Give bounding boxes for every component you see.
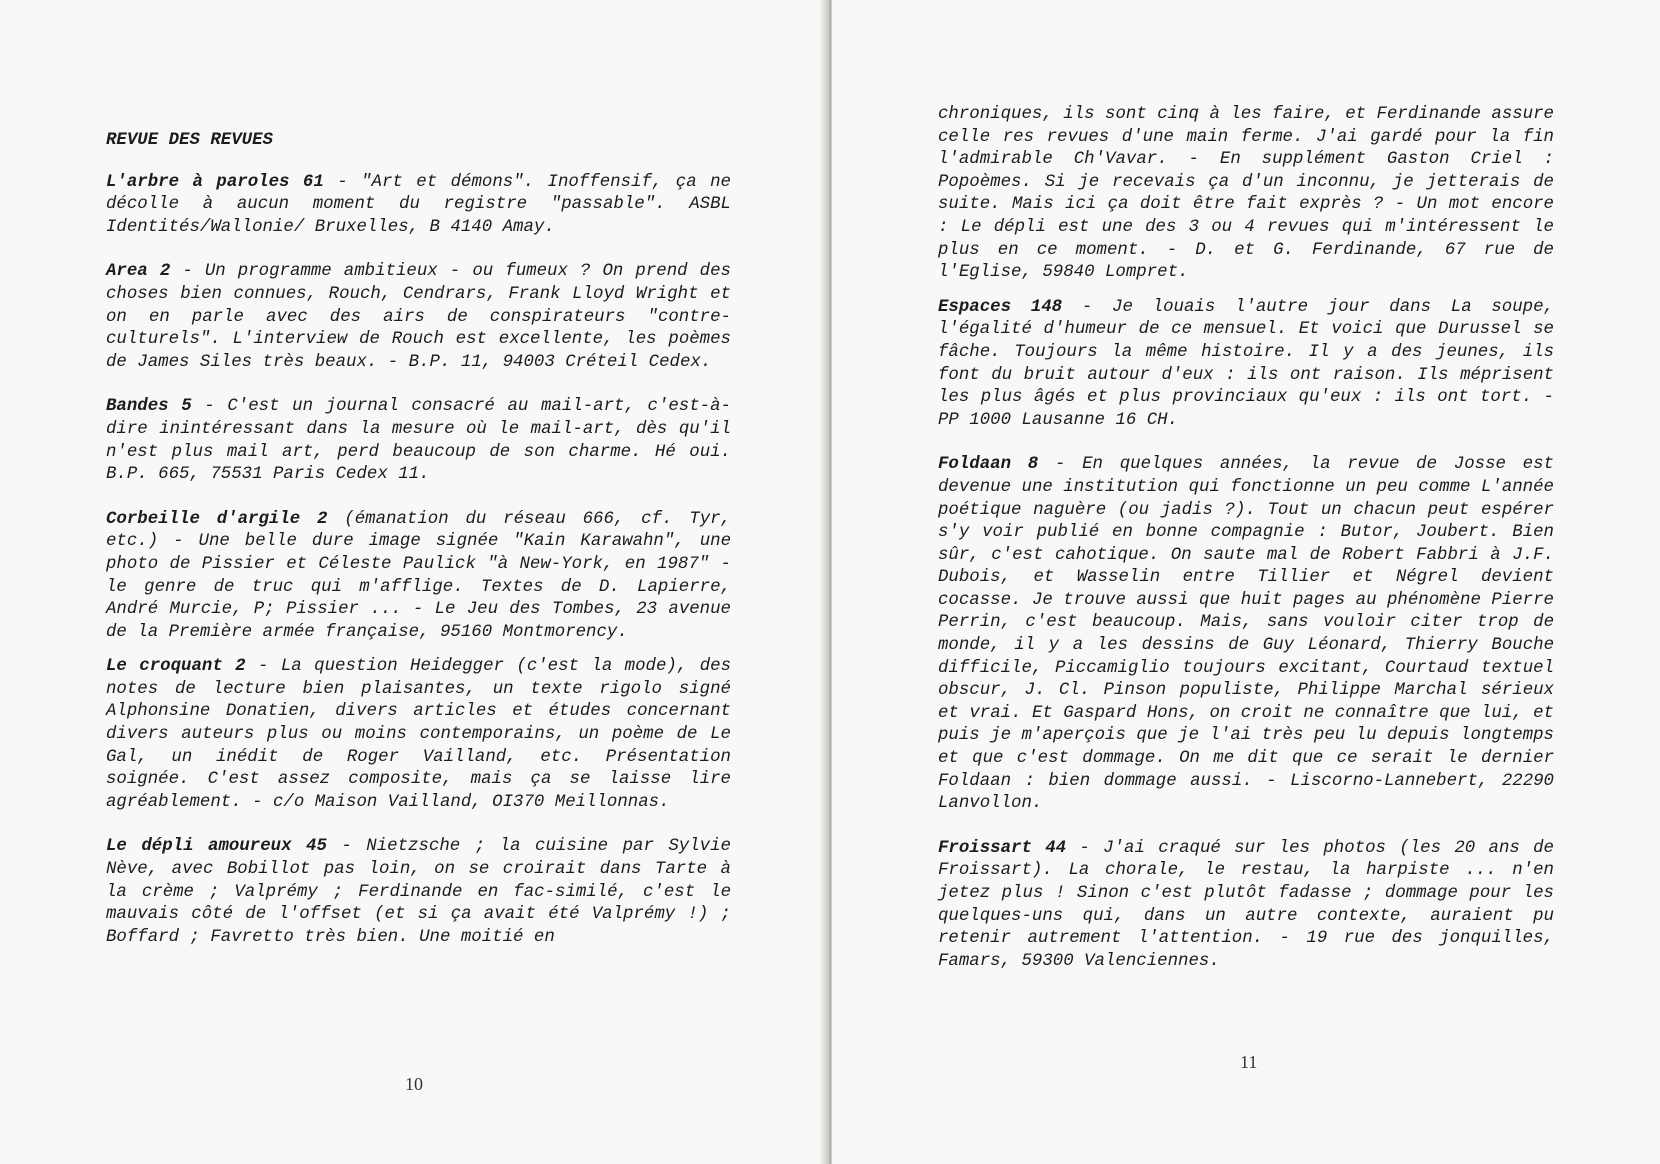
review-title: Froissart 44: [938, 838, 1067, 858]
review-entry: [106, 509, 731, 645]
review-text: chroniques, ils sont cinq à les faire, et Ferdinande assure celle res revues d'une main ferme. J'ai gardé pour la fin l'admirable Ch'Vavar. - En supplément Gaston Criel : Popoèmes. Si je recevais ça d'un inconnu, je jetterais de suite. Mais ici ça doit être fait exprès ? - Un mot encore : Le dépli est une des 3 ou 4 revues qui m'intéressent le plus en ce moment. - D. et G. Ferdinande, 67 rue de l'Eglise, 59840 Lompret.: [938, 105, 1554, 283]
review-title: Area 2: [106, 262, 171, 282]
left-page-column: [106, 130, 731, 971]
review-entry: [106, 836, 731, 949]
review-text: - C'est un journal consacré au mail-art, c'est-à-dire inintéressant dans la mesure où le mail-art, dès qu'il n'est plus mail art, perd beaucoup de son charme. Hé oui. B.P. 665, 75531 Paris Cedex 11.: [106, 397, 731, 485]
review-text: - La question Heidegger (c'est la mode), des notes de lecture bien plaisantes, un texte rigolo signé Alphonsine Donatien, divers articles et études concernant divers auteurs plus ou moins contemporains, un poème de Le Gal, un inédit de Roger Vailland, etc. Présentation soignée. C'est assez composite, mais ça se laisse lire agréablement. - c/o Maison Vailland, OI370 Meillonnas.: [106, 657, 732, 812]
review-title: L'arbre à paroles 61: [106, 172, 324, 192]
right-page-column: [938, 104, 1554, 995]
review-entry: [938, 454, 1554, 816]
review-title: Le croquant 2: [106, 657, 246, 677]
review-title: Le dépli amoureux 45: [106, 837, 327, 857]
review-text: - Nietzsche ; la cuisine par Sylvie Nève, avec Bobillot pas loin, on se croirait dans Tarte à la crème ; Valprémy ; Ferdinande en fac-similé, c'est le mauvais côté de l'offset (et si ça avait été Valprémy !) ; Boffard ; Favretto très bien. Une moitié en: [106, 837, 731, 947]
review-text: - En quelques années, la revue de Josse est devenue une institution qui fonctionne un peu comme L'année poétique naguère (ou jadis ?). Tout un chacun peut espérer s'y voir publié en bonne compagnie : Butor, Joubert. Bien sûr, c'est cahotique. On saute mal de Robert Fabbri à J.F. Dubois, et Wasselin entre Tillier et Négrel devient cocasse. Je trouve aussi que huit pages au phénomène Pierre Perrin, c'est beaucoup. Mais, sans vouloir citer trop de monde, il y a les dessins de Guy Léonard, Thierry Bouche difficile, Piccamiglio toujours excitant, Courtaud textuel obscur, J. Cl. Pinson populiste, Philippe Marchal sérieux et vrai. Et Gaspard Hons, on croit ne connaître que lui, et puis je m'aperçois que je l'ai très peu lu depuis longtemps et que c'est dommage. On me dit que ce serait le dernier Foldaan : bien dommage aussi. - Liscorno-Lannebert, 22290 Lanvollon.: [938, 455, 1554, 814]
review-text: - "Art et démons". Inoffensif, ça ne décolle à aucun moment du registre "passable". ASBL Identités/Wallonie/ Bruxelles, B 4140 Amay.: [106, 172, 731, 237]
review-entry: [938, 297, 1554, 433]
review-entry: [106, 172, 731, 240]
review-entry-continued: [938, 104, 1554, 285]
review-entry: [938, 838, 1554, 974]
review-entry: [106, 656, 731, 814]
review-text: - J'ai craqué sur les photos (les 20 ans de Froissart). La chorale, le restau, la harpiste ... n'en jetez plus ! Sinon c'est plutôt fadasse ; dommage pour les quelques-uns qui, dans un autre contexte, auraient pu retenir autrement l'attention. - 19 rue des jonquilles, Famars, 59300 Valenciennes.: [938, 838, 1554, 971]
review-title: Espaces 148: [938, 297, 1063, 317]
review-text: - Je louais l'autre jour dans La soupe, l'égalité d'humeur de ce mensuel. Et voici que Durussel se fâche. Toujours la même histoire. Il y a des jeunes, ils font du bruit autour d'eux : ils ont raison. Ils méprisent les plus âgés et plus provinciaux qu'eux : ils ont tort. - PP 1000 Lausanne 16 CH.: [938, 297, 1554, 430]
review-text: - Un programme ambitieux - ou fumeux ? On prend des choses bien connues, Rouch, Cendrars, Frank Lloyd Wright et on en parle avec des airs de conspirateurs "contre-culturels". L'interview de Rouch est excellente, les poèmes de James Siles très beaux. - B.P. 11, 94003 Créteil Cedex.: [106, 262, 731, 372]
review-title: Corbeille d'argile 2: [106, 509, 328, 529]
right-page: [832, 0, 1660, 1164]
page-number: 10: [405, 1074, 423, 1094]
page-number: 11: [1240, 1052, 1258, 1072]
review-title: Foldaan 8: [938, 455, 1039, 475]
review-entry: [106, 261, 731, 374]
review-entry: [106, 396, 731, 486]
section-title: REVUE DES REVUES: [106, 131, 273, 150]
review-text: (émanation du réseau 666, cf. Tyr, etc.) - Une belle dure image signée "Kain Karawahn", une photo de Pissier et Céleste Paulick "à New-York, en 1987" - le genre de truc qui m'afflige. Textes de D. Lapierre, André Murcie, P; Pissier ... - Le Jeu des Tombes, 23 avenue de la Première armée française, 95160 Montmorency.: [106, 509, 731, 642]
left-page: [0, 0, 828, 1164]
review-title: Bandes 5: [106, 397, 192, 417]
